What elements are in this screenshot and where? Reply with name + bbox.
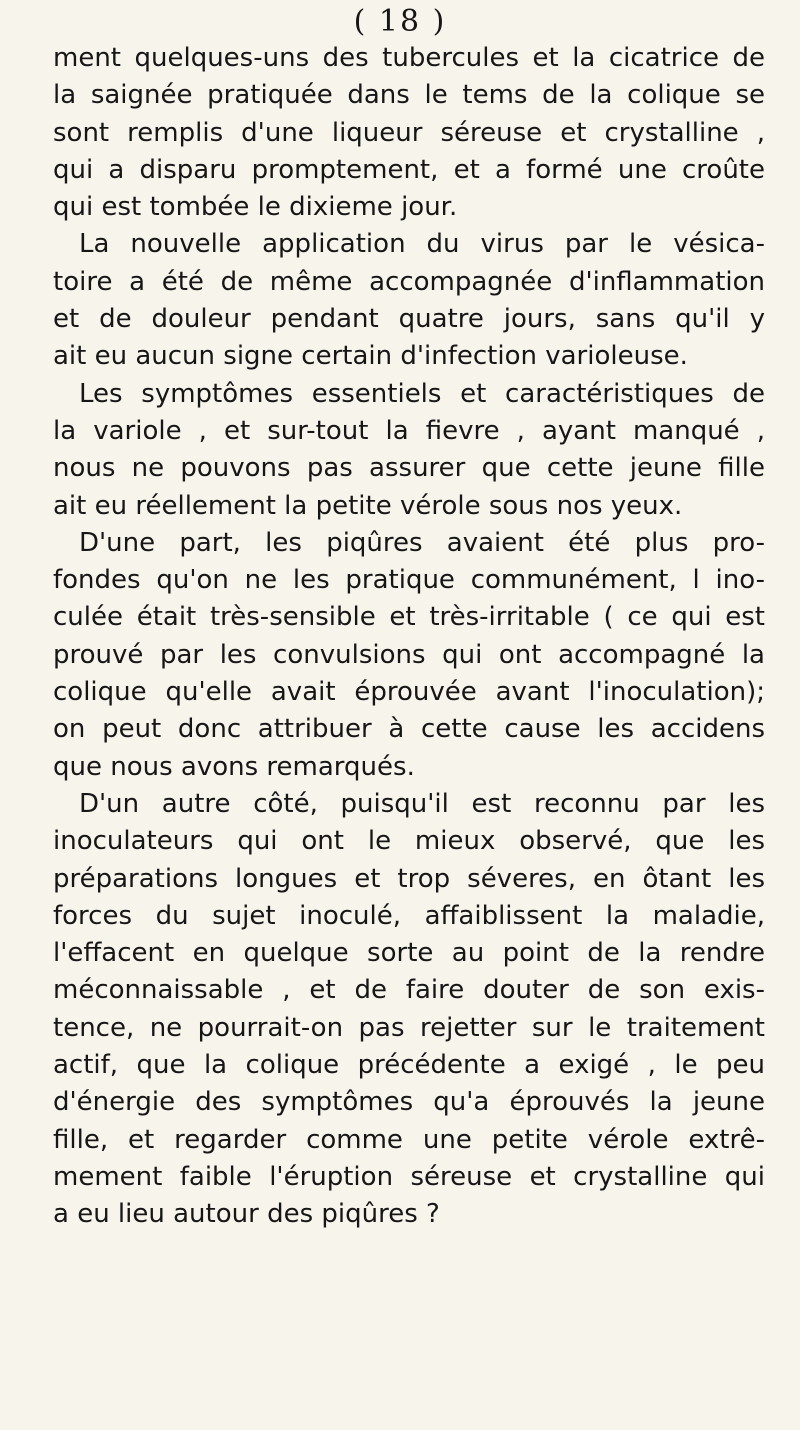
text-line: mement faible l'éruption séreuse et crystalline qui (53, 1161, 765, 1192)
text-line: la saignée pratiquée dans le tems de la colique se (53, 80, 765, 111)
text-line: forces du sujet inoculé, affaiblissent la maladie, (53, 900, 765, 931)
text-line: tence, ne pourrait-on pas rejetter sur le traitement (53, 1012, 765, 1043)
text-line: colique qu'elle avait éprouvée avant l'inoculation); (53, 677, 765, 708)
text-line: la variole , et sur-tout la fievre , ayant manqué , (53, 415, 765, 446)
text-line: ait eu aucun signe certain d'infection varioleuse. (53, 341, 688, 372)
body-text (53, 40, 765, 1234)
text-line: et de douleur pendant quatre jours, sans qu'il y (53, 304, 765, 335)
text-line: ait eu réellement la petite vérole sous nos yeux. (53, 490, 683, 521)
text-line: sont remplis d'une liqueur séreuse et crystalline , (53, 117, 765, 148)
text-line: D'une part, les piqûres avaient été plus pro- (79, 527, 765, 558)
text-line: l'effacent en quelque sorte au point de la rendre (53, 938, 765, 969)
text-line: que nous avons remarqués. (53, 751, 415, 782)
text-line: inoculateurs qui ont le mieux observé, que les (53, 826, 765, 857)
text-line: La nouvelle application du virus par le vésica- (79, 229, 765, 260)
text-line: culée était très-sensible et très-irritable ( ce qui est (53, 602, 765, 633)
text-line: Les symptômes essentiels et caractéristiques de (79, 378, 765, 409)
text-line: qui est tombée le dixieme jour. (53, 192, 458, 223)
text-line: toire a été de même accompagnée d'inflammation (53, 266, 765, 297)
text-line: on peut donc attribuer à cette cause les accidens (53, 714, 765, 745)
text-line: D'un autre côté, puisqu'il est reconnu par les (79, 788, 765, 819)
text-line: qui a disparu promptement, et a formé une croûte (53, 154, 765, 185)
text-line: ment quelques-uns des tubercules et la cicatrice de (53, 43, 765, 73)
text-line: méconnaissable , et de faire douter de son exis- (53, 975, 765, 1006)
text-line: actif, que la colique précédente a exigé , le peu (53, 1050, 765, 1081)
text-line: prouvé par les convulsions qui ont accompagné la (53, 639, 765, 670)
text-line: d'énergie des symptômes qu'a éprouvés la jeune (53, 1087, 765, 1118)
text-line: a eu lieu autour des piqûres ? (53, 1199, 440, 1230)
text-line: fille, et regarder comme une petite vérole extrê- (53, 1124, 765, 1155)
text-line: fondes qu'on ne les pratique communément, l ino- (53, 565, 765, 596)
text-line: nous ne pouvons pas assurer que cette jeune fille (53, 453, 765, 484)
page-number: ( 18 ) (353, 4, 447, 39)
text-line: préparations longues et trop séveres, en ôtant les (53, 863, 765, 894)
